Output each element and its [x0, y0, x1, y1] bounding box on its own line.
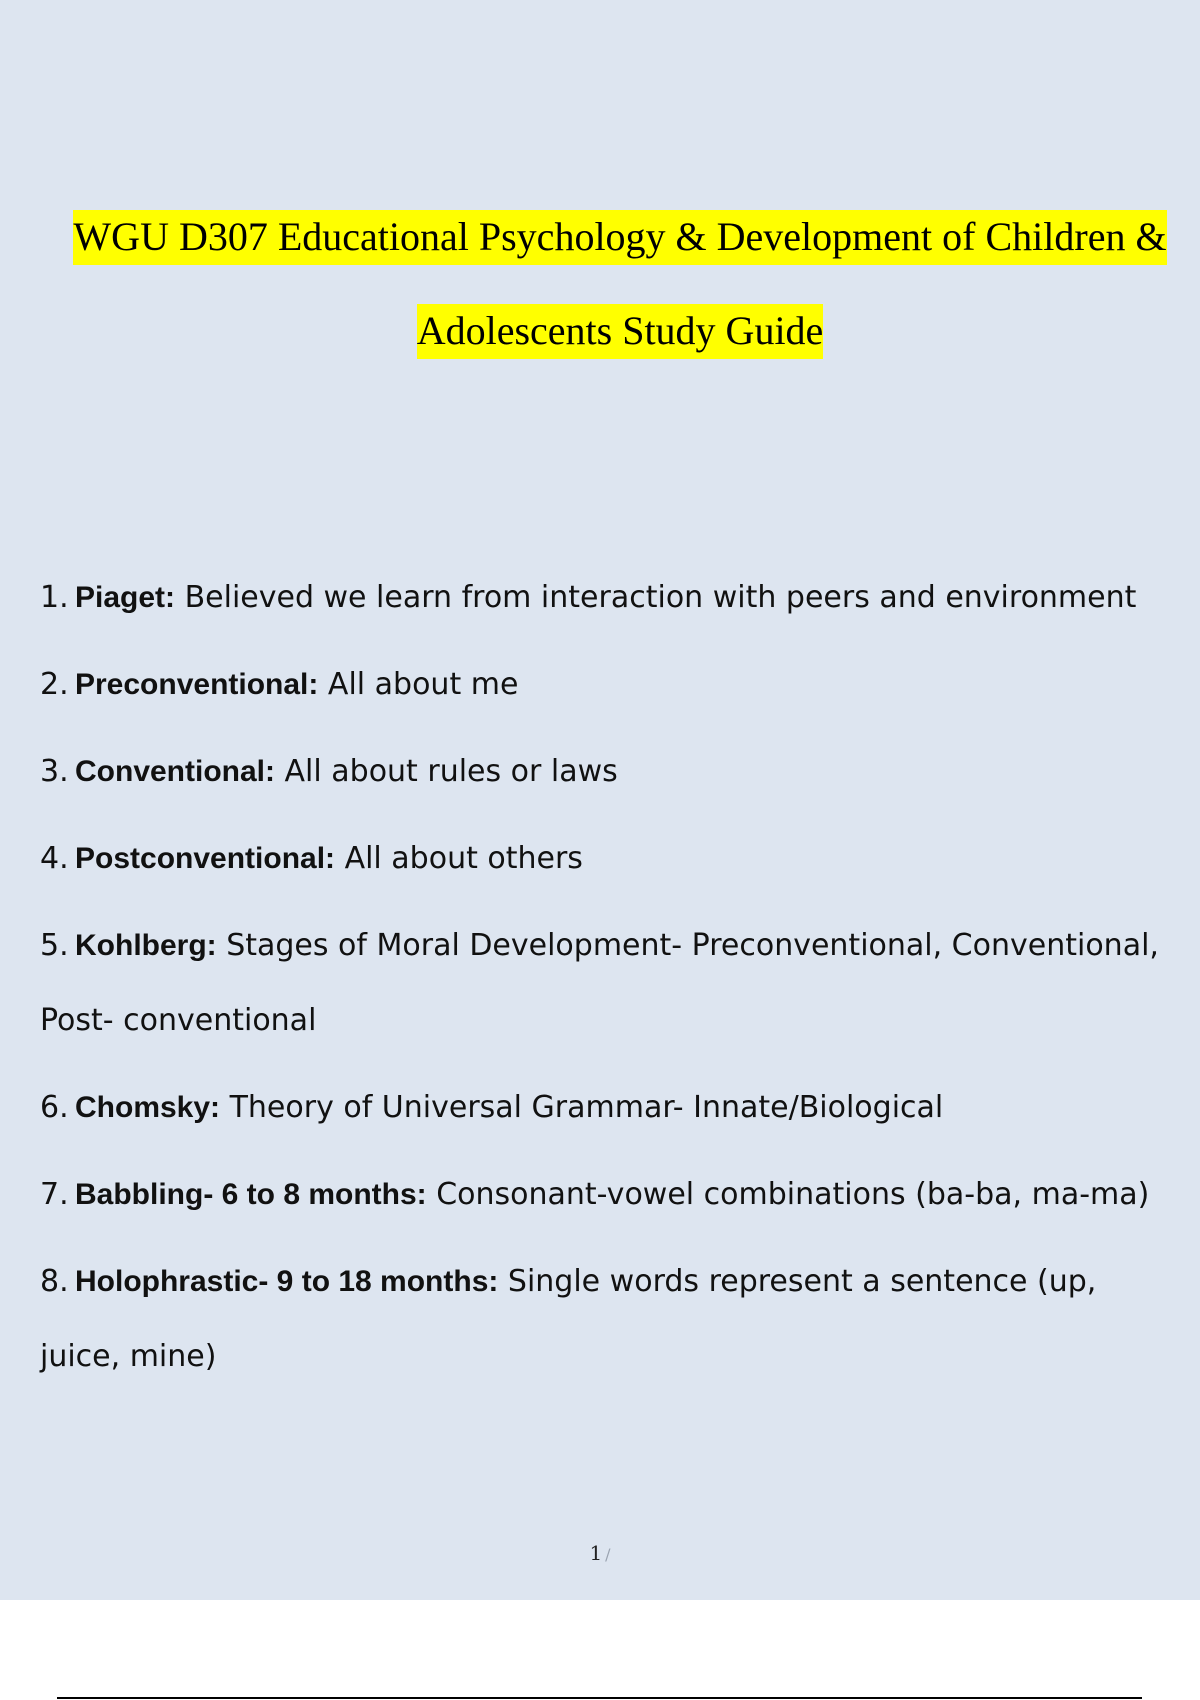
- page-number-value: 1: [589, 1541, 603, 1565]
- page-number-separator: /: [605, 1545, 611, 1564]
- document-title-line-2: [40, 308, 1200, 353]
- list-item: [40, 734, 1180, 809]
- item-term: Kohlberg:: [75, 929, 217, 962]
- item-definition: Theory of Universal Grammar- Innate/Biological: [220, 1090, 944, 1125]
- item-number: 4.: [40, 841, 69, 876]
- item-term: Preconventional:: [75, 668, 319, 701]
- item-number: 5.: [40, 928, 69, 963]
- study-guide-list: [40, 560, 1180, 1406]
- item-term: Babbling- 6 to 8 months:: [75, 1178, 427, 1211]
- item-definition: Stages of Moral Development- Preconventional, Conventional, Post- conventional: [40, 928, 1159, 1038]
- list-item: [40, 1157, 1180, 1232]
- list-item: [40, 1244, 1180, 1394]
- item-number: 3.: [40, 754, 69, 789]
- item-definition: Believed we learn from interaction with peers and environment: [175, 580, 1137, 615]
- item-definition: All about rules or laws: [275, 754, 618, 789]
- page-number: [0, 1541, 1200, 1565]
- item-term: Postconventional:: [75, 842, 336, 875]
- item-number: 2.: [40, 667, 69, 702]
- list-item: [40, 908, 1180, 1058]
- item-term: Holophrastic- 9 to 18 months:: [75, 1265, 499, 1298]
- title-highlight: WGU D307 Educational Psychology & Development of Children &: [73, 210, 1166, 265]
- item-number: 6.: [40, 1090, 69, 1125]
- item-definition: All about others: [335, 841, 583, 876]
- item-term: Piaget:: [75, 581, 176, 614]
- document-title-line-1: [40, 214, 1200, 259]
- list-item: [40, 1070, 1180, 1145]
- item-term: Conventional:: [75, 755, 275, 788]
- list-item: [40, 560, 1180, 635]
- item-term: Chomsky:: [75, 1091, 221, 1124]
- item-definition: All about me: [318, 667, 519, 702]
- list-item: [40, 647, 1180, 722]
- next-page-divider: [57, 1697, 1142, 1699]
- item-number: 1.: [40, 580, 69, 615]
- title-highlight: Adolescents Study Guide: [417, 304, 824, 359]
- item-number: 8.: [40, 1264, 69, 1299]
- item-number: 7.: [40, 1177, 69, 1212]
- list-item: [40, 821, 1180, 896]
- item-definition: Single words represent a sentence (up, juice, mine): [40, 1264, 1097, 1374]
- item-definition: Consonant-vowel combinations (ba-ba, ma-ma): [426, 1177, 1150, 1212]
